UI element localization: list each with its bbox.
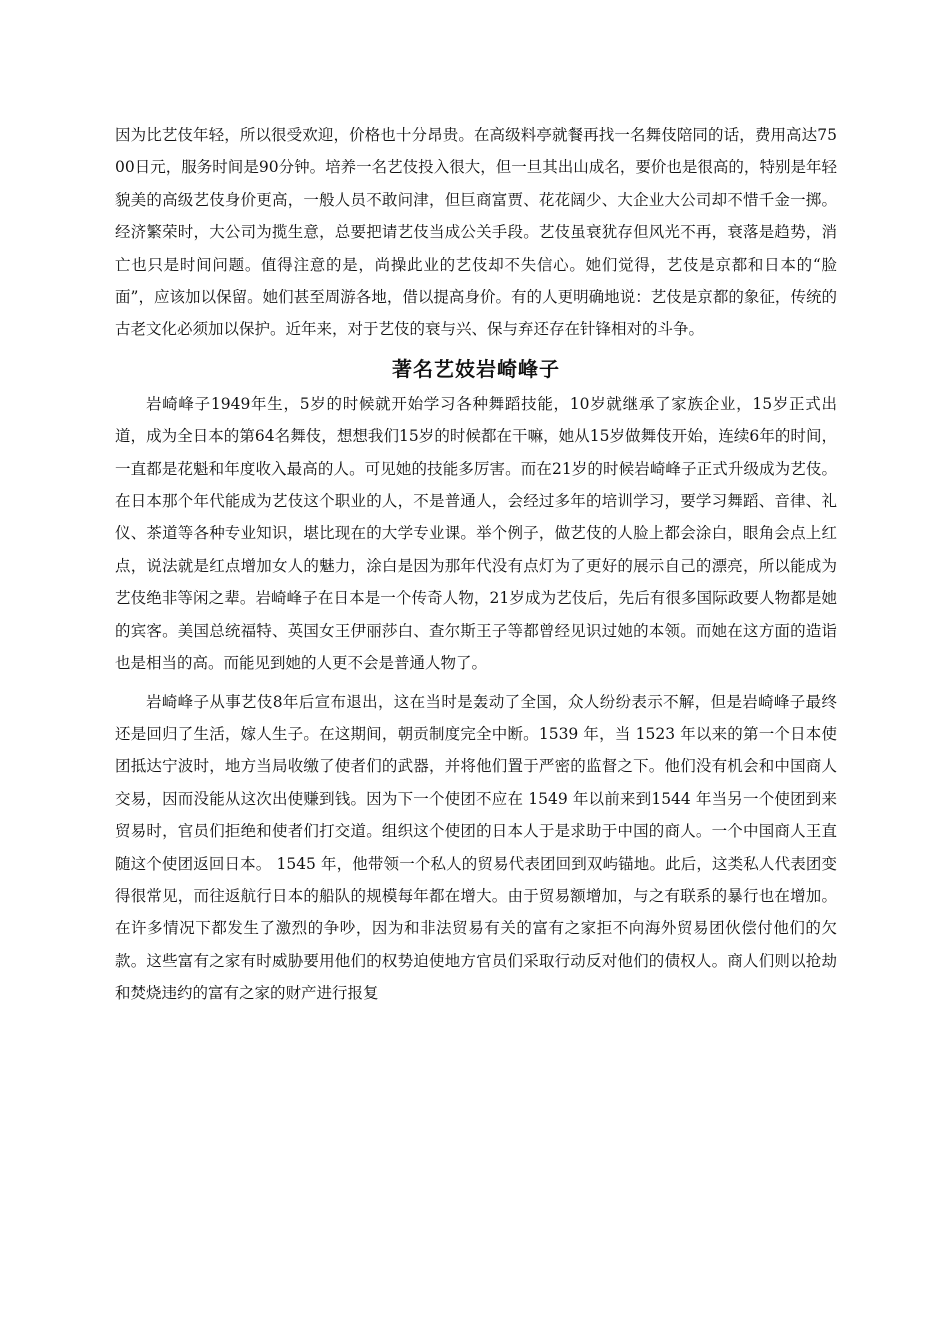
body-paragraph-3: 岩崎峰子从事艺伎8年后宣布退出，这在当时是轰动了全国，众人纷纷表示不解，但是岩崎峰子最终还是回归了生活，嫁人生子。在这期间，朝贡制度完全中断。1539 年，当 1523 年以来的第一个日本使团抵达宁波时，地方当局收缴了使者们的武器，并将他们置于严密的监督之下。他们没有机会和中国商人交易，因而没能从这次出使赚到钱。因为下一个使团不应在 1549 年以前来到1544 年当另一个使团到来贸易时，官员们拒绝和使者们打交道。组织这个使团的日本人于是求助于中国的商人。一个中国商人王直随这个使团返回日本。 1545 年，他带领一个私人的贸易代表团回到双屿锚地。此后，这类私人代表团变得很常见，而往返航行日本的船队的规模每年都在增大。由于贸易额增加，与之有联系的暴行也在增加。在许多情况下都发生了激烈的争吵，因为和非法贸易有关的富有之家拒不向海外贸易团伙偿付他们的欠款。这些富有之家有时威胁要用他们的权势迫使地方官员们采取行动反对他们的债权人。商人们则以抢劫和焚烧违约的富有之家的财产进行报复 [115,692,837,1003]
document-page [115,119,837,1010]
body-paragraph-1: 因为比艺伎年轻，所以很受欢迎，价格也十分昂贵。在高级料亭就餐再找一名舞伎陪同的话，费用高达7500日元，服务时间是90分钟。培养一名艺伎投入很大，但一旦其出山成名，要价也是很高的，特别是年轻貌美的高级艺伎身价更高，一般人员不敢问津，但巨商富贾、花花阔少、大企业大公司却不惜千金一掷。经济繁荣时，大公司为揽生意，总要把请艺伎当成公关手段。艺伎虽衰犹存但风光不再，衰落是趋势，消亡也只是时间问题。值得注意的是，尚操此业的艺伎却不失信心。她们觉得，艺伎是京都和日本的“脸面”，应该加以保留。她们甚至周游各地，借以提高身价。有的人更明确地说：艺伎是京都的象征，传统的古老文化必须加以保护。近年来，对于艺伎的衰与兴、保与弃还存在针锋相对的斗争。 [115,126,837,339]
body-paragraph-2: 岩崎峰子1949年生，5岁的时候就开始学习各种舞蹈技能，10岁就继承了家族企业，15岁正式出道，成为全日本的第64名舞伎，想想我们15岁的时候都在干嘛，她从15岁做舞伎开始，连续6年的时间，一直都是花魁和年度收入最高的人。可见她的技能多厉害。而在21岁的时候岩崎峰子正式升级成为艺伎。在日本那个年代能成为艺伎这个职业的人，不是普通人，会经过多年的培训学习，要学习舞蹈、音律、礼仪、茶道等各种专业知识，堪比现在的大学专业课。举个例子，做艺伎的人脸上都会涂白，眼角会点上红点，说法就是红点增加女人的魅力，涂白是因为那年代没有点灯为了更好的展示自己的漂亮，所以能成为艺伎绝非等闲之辈。岩崎峰子在日本是一个传奇人物，21岁成为艺伎后，先后有很多国际政要人物都是她的宾客。美国总统福特、英国女王伊丽莎白、查尔斯王子等都曾经见识过她的本领。而她在这方面的造诣也是相当的高。而能见到她的人更不会是普通人物了。 [115,394,837,673]
section-heading: 著名艺妓岩崎峰子 [392,356,560,381]
